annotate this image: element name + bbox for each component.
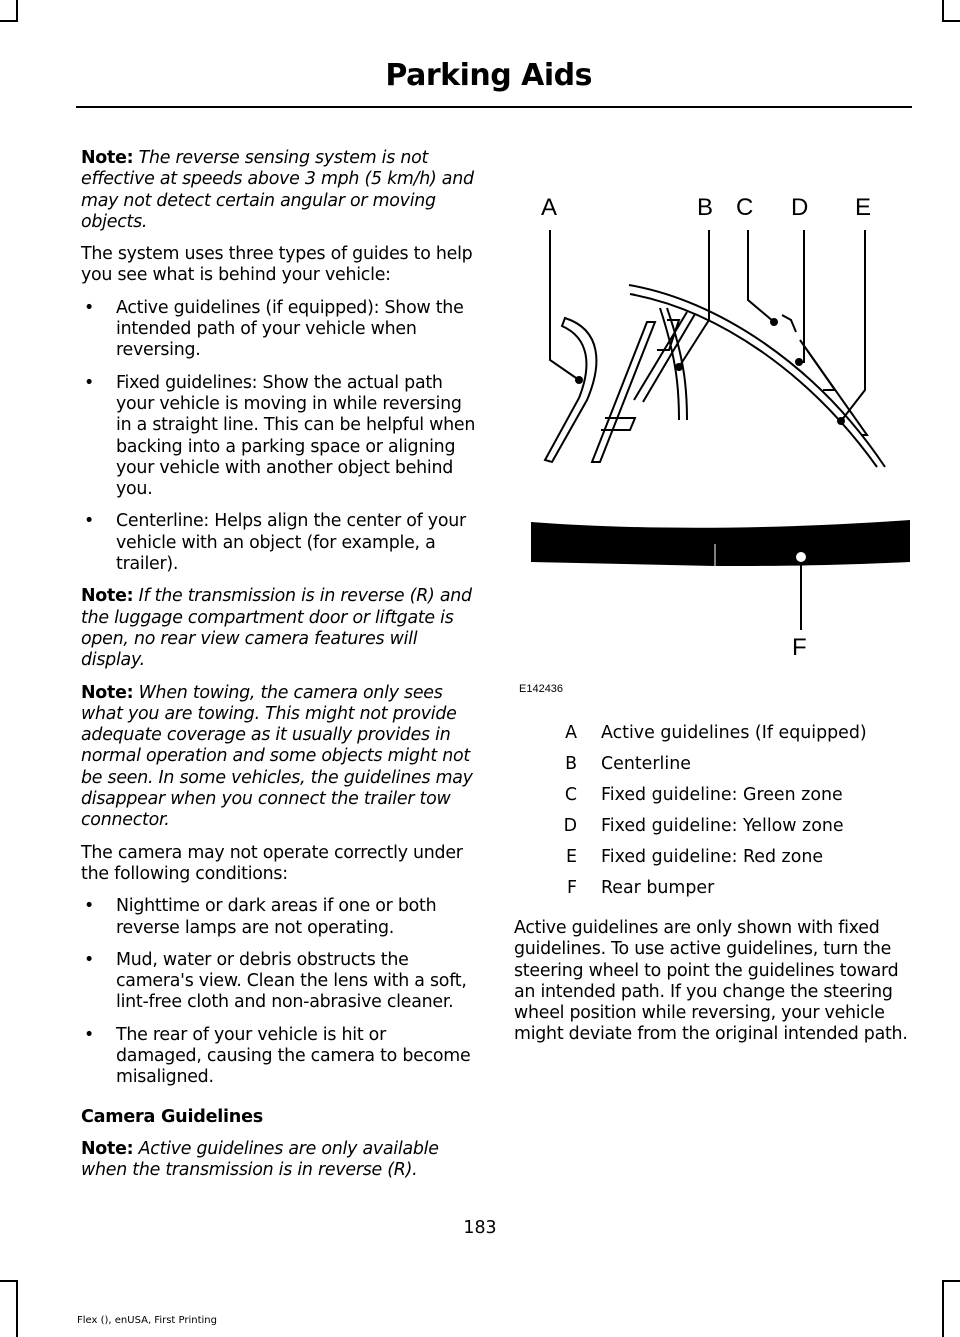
note-paragraph [81,683,476,832]
legend-row [517,816,912,847]
guidelines-diagram [517,190,912,695]
legend-letter: B [565,754,577,774]
legend-text: Fixed guideline: Red zone [601,847,824,867]
section-heading: Camera Guidelines [81,1106,263,1127]
leader-line-a [550,230,579,380]
list-item [81,896,476,939]
fixed-guideline-right-3 [807,350,867,435]
fixed-guideline-left-1 [592,322,655,462]
leader-line-b [679,230,709,367]
figure-legend [517,723,912,909]
figure-label-d: D [791,194,809,221]
list-item-text: Centerline: Helps align the center of your vehicle with an object (for example, a trailer). [116,511,466,575]
conditions-intro: The camera may not operate correctly under the following conditions: [81,842,463,884]
list-item-text: The rear of your vehicle is hit or damaged, causing the camera to become misaligned. [116,1024,471,1088]
fixed-guideline-right-1 [782,315,796,332]
crop-mark-top-left [16,0,18,22]
active-guideline-outline [545,318,596,462]
legend-row [517,785,912,816]
left-column [81,148,476,1192]
note-text: If the transmission is in reverse (R) and the luggage compartment door or liftgate is open, no rear view camera features will display. [81,586,472,671]
leader-line-e [841,230,865,421]
legend-text: Fixed guideline: Yellow zone [601,816,844,836]
note-paragraph [81,148,476,233]
crop-mark-bottom-left [16,1280,18,1337]
legend-row [517,847,912,878]
list-item [81,373,476,501]
legend-row [517,723,912,754]
note-label: Note: [81,1138,134,1159]
crop-mark-top-left [0,20,18,22]
footer-text: Flex (), enUSA, First Printing [77,1315,217,1326]
callout-dot-c [770,318,778,326]
legend-row [517,878,912,909]
intro-paragraph: The system uses three types of guides to help you see what is behind your vehicle: [81,244,473,286]
note-paragraph [81,586,476,671]
note-paragraph [81,1139,476,1182]
bullet-icon: • [84,896,95,917]
legend-letter: D [563,816,577,836]
note-text: Active guidelines are only available when the transmission is in reverse (R). [81,1138,439,1181]
active-guidelines-paragraph: Active guidelines are only shown with fixed guidelines. To use active guidelines, turn the steering wheel to point the guidelines toward an intended path. If you change the steering wheel position while reversing, your vehicle might deviate from the original intended path. [514,918,908,1045]
bullet-icon: • [84,511,95,532]
callout-dot-d [795,358,803,366]
figure-label-c: C [736,194,754,221]
figure-label-f: F [792,634,807,661]
list-item [81,950,476,1014]
list-item [81,511,476,575]
leader-line-c [748,230,774,322]
legend-letter: A [565,723,577,743]
note-label: Note: [81,586,134,607]
header-divider [76,106,912,108]
crop-mark-bottom-right [942,1280,944,1337]
crop-mark-top-right [942,20,960,22]
page-number: 183 [463,1218,497,1238]
conditions-list [81,896,476,1088]
callout-dot-e [837,417,845,425]
bullet-icon: • [84,949,95,970]
figure-label-a: A [541,194,558,221]
list-item-text: Fixed guidelines: Show the actual path your vehicle is moving in while reversing in a straight line. This can be helpful when backing into a parking space or aligning your vehicle with another object behind you. [116,372,476,500]
figure-label-e: E [855,194,872,221]
note-label: Note: [81,148,134,168]
list-item-text: Nighttime or dark areas if one or both reverse lamps are not operating. [116,896,437,938]
list-item [81,298,476,362]
note-text: The reverse sensing system is not effective at speeds above 3 mph (5 km/h) and may not detect certain angular or moving objects. [81,148,474,232]
bullet-icon: • [84,372,95,393]
legend-row [517,754,912,785]
rear-bumper-shape [531,520,910,566]
centerline-inner [660,308,679,420]
crop-mark-bottom-left [0,1280,18,1282]
figure-code: E142436 [519,683,564,695]
note-label: Note: [81,682,134,703]
legend-text: Rear bumper [601,878,715,898]
note-text: When towing, the camera only sees what you are towing. This might not provide adequate coverage as it usually provides in normal operation and some objects might not be seen. In some vehicles, the guidelines may disappear when you connect the trailer tow connector. [81,682,473,831]
callout-dot-f [795,551,807,563]
legend-letter: F [566,878,577,898]
crop-mark-bottom-right [942,1280,960,1282]
legend-text: Fixed guideline: Green zone [601,785,843,805]
figure-label-b: B [697,194,714,221]
crop-mark-top-right [942,0,944,22]
list-item-text: Active guidelines (if equipped): Show the intended path of your vehicle when reversing. [116,297,464,361]
fixed-guideline-outer [629,285,885,467]
bullet-icon: • [84,297,95,318]
guide-types-list [81,298,476,576]
page-header-title: Parking Aids [385,58,592,93]
callout-dot-a [575,376,583,384]
bullet-icon: • [84,1024,95,1045]
legend-text: Active guidelines (If equipped) [601,723,867,743]
camera-guidelines-figure [517,190,912,695]
callout-dot-b [675,363,683,371]
list-item-text: Mud, water or debris obstructs the camera's view. Clean the lens with a soft, lint-free cloth and non-abrasive cleaner. [116,949,467,1013]
legend-letter: C [564,785,577,805]
legend-letter: E [566,847,577,867]
legend-text: Centerline [601,754,691,774]
list-item [81,1025,476,1089]
